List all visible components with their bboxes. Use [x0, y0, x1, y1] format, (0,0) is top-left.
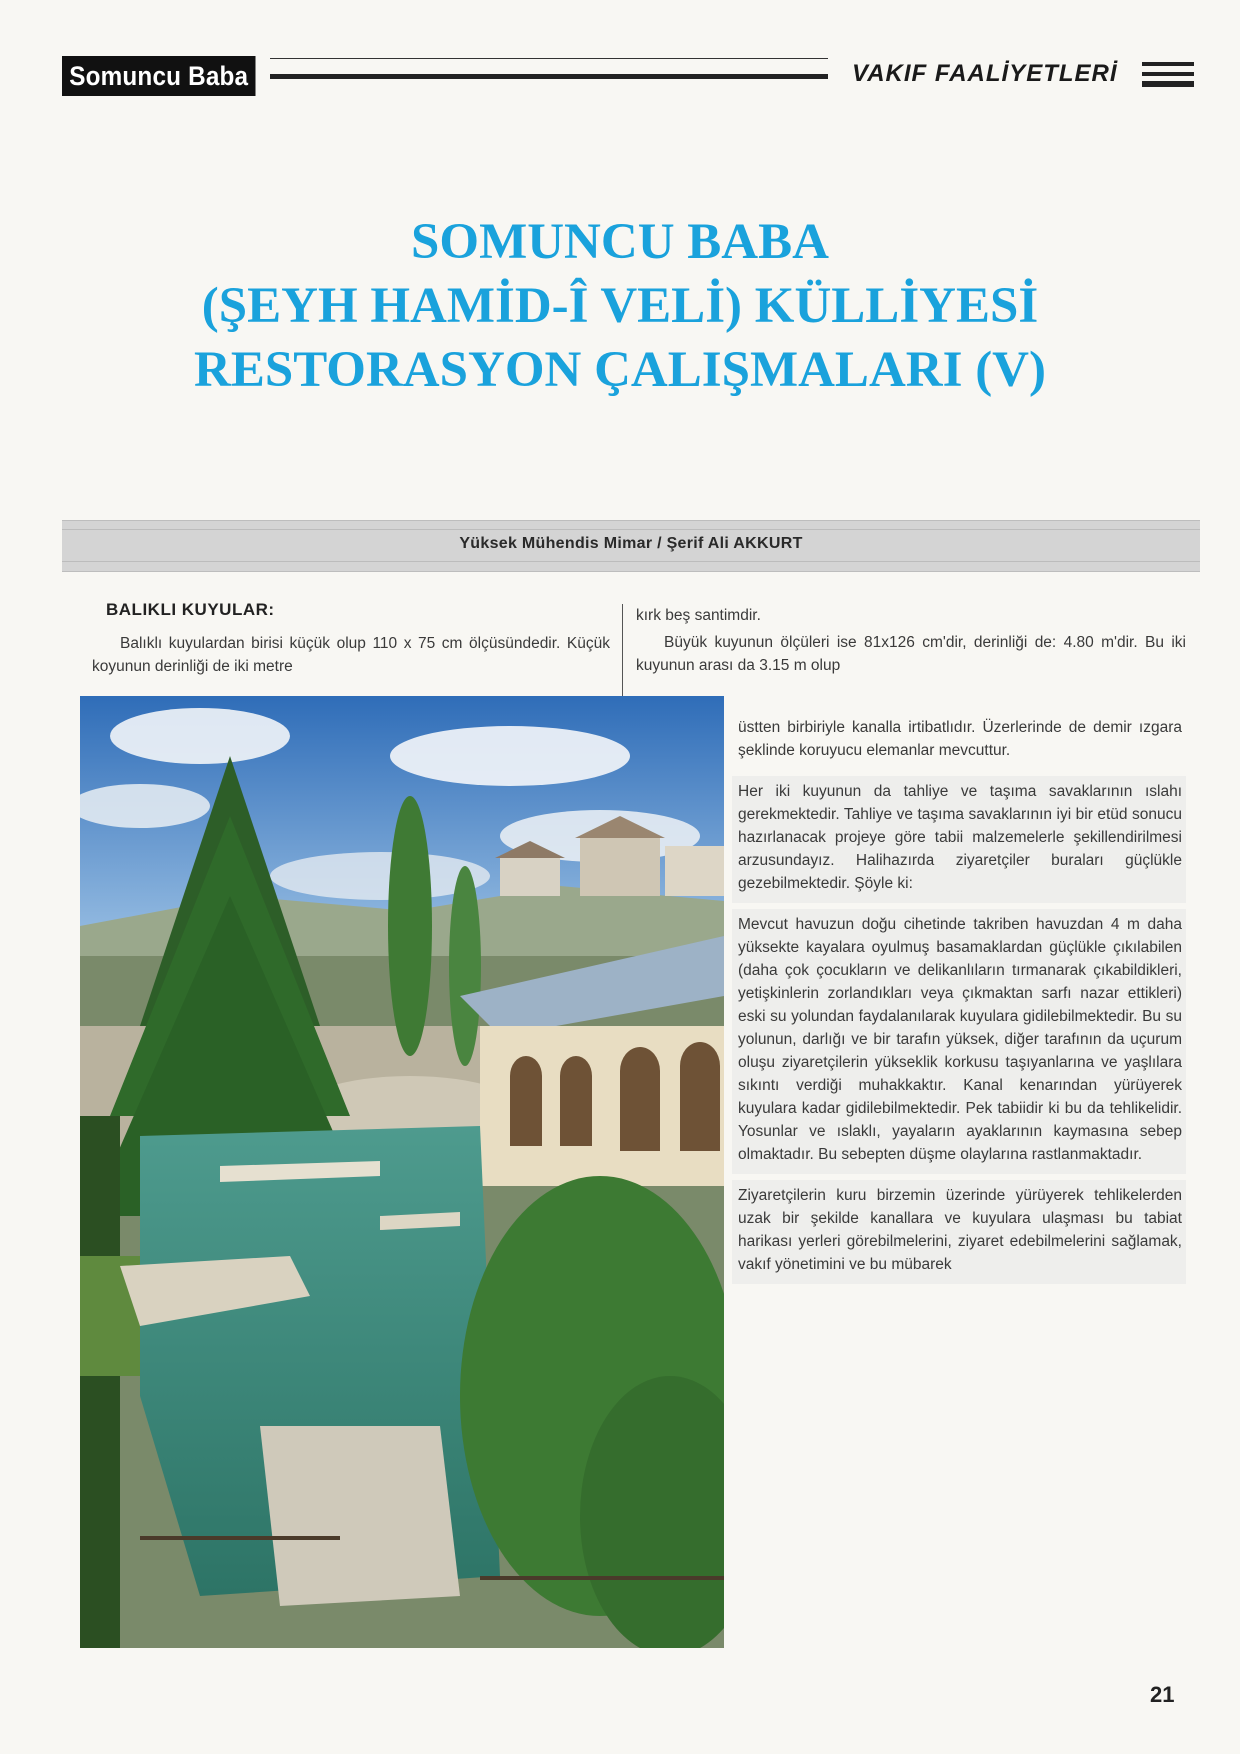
- body-paragraph: Ziyaretçilerin kuru birzemin üzerinde yürüyerek tehlikelerden uzak bir şekilde kanallara ve kuyulara ulaşması bu tabiat harikası yerleri görebilmelerini, ziyaret edebilmelerini sağlamak, vakıf yönetimini ve bu mübarek: [738, 1187, 1182, 1273]
- title-line-1: SOMUNCU BABA: [411, 214, 829, 270]
- title-line-3: RESTORASYON ÇALIŞMALARI (V): [193, 342, 1046, 398]
- header-rule-thin: [270, 58, 828, 59]
- magazine-brand: Somuncu Baba: [62, 56, 255, 96]
- header-rule-thick: [270, 74, 828, 79]
- decorative-bars-icon: [1142, 62, 1194, 86]
- left-column: [92, 600, 610, 678]
- page-header: [62, 56, 1200, 96]
- author-byline: Yüksek Mühendis Mimar / Şerif Ali AKKURT: [459, 535, 803, 552]
- text-block: [732, 1180, 1186, 1284]
- section-title: VAKIF FAALİYETLERİ: [852, 60, 1118, 87]
- text-block: [732, 909, 1186, 1174]
- byline-band: [62, 520, 1200, 572]
- right-column-top: [636, 604, 1186, 677]
- article-title: [80, 210, 1160, 402]
- body-paragraph: kırk beş santimdir.: [636, 607, 761, 624]
- text-block: [732, 712, 1186, 770]
- body-paragraph: Her iki kuyunun da tahliye ve taşıma savaklarının ıslahı gerekmektedir. Tahliye ve taşıma savaklarının iyi bir etüd sonucu hazırlanacak projeye göre tabii malzemelerle şekillendirilmesi arzusundayız. Halihazırda ziyaretçiler buraları güçlükle gezebilmektedir. Şöyle ki:: [738, 783, 1182, 892]
- body-paragraph: Büyük kuyunun ölçüleri ise 81x126 cm'dir, derinliği de: 4.80 m'dir. Bu iki kuyunun arası da 3.15 m olup: [636, 634, 1186, 674]
- title-line-2: (ŞEYH HAMİD-Î VELİ) KÜLLİYESİ: [201, 278, 1039, 334]
- column-divider: [622, 604, 623, 696]
- section-subheading: BALIKLI KUYULAR:: [106, 600, 275, 619]
- body-paragraph: üstten birbiriyle kanalla irtibatlıdır. Üzerlerinde de demir ızgara şeklinde koruyucu elemanlar mevcuttur.: [738, 719, 1182, 759]
- text-block: [732, 776, 1186, 903]
- page-number: 21: [1150, 1682, 1175, 1707]
- body-paragraph: Mevcut havuzun doğu cihetinde takriben havuzdan 4 m daha yüksekte kayalara oyulmuş basamaklardan güçlükle çıkılabilen (daha çok çocukların ve delikanlıların tırmanarak çıkabildikleri, yetişkinlerin zorlandıkları veya çıkmaktan sarfı nazar ettikleri) eski su yolundan faydalanılarak kuyulara gidilebilmektedir. Bu su yolunun, darlığı ve bir tarafın yüksek, diğer tarafının da uçurum oluşu ziyaretçilerin yükseklik korkusu taşıyanlarına ve yaşlılara sıkıntı verdiği muhakkaktır. Kanal kenarından yürüyerek kuyulara kadar gidilebilmektedir. Pek tabiidir ki bu da tehlikelidir. Yosunlar ve ıslaklı, yayaların ayaklarının kaymasına sebep olmaktadır. Bu sebepten düşme olaylarına rastlanmaktadır.: [738, 916, 1182, 1163]
- right-column-wrapped: [732, 712, 1186, 1290]
- body-paragraph: Balıklı kuyulardan birisi küçük olup 110 x 75 cm ölçüsündedir. Küçük koyunun derinliği de iki metre: [92, 635, 610, 675]
- courtyard-photo: [80, 696, 724, 1648]
